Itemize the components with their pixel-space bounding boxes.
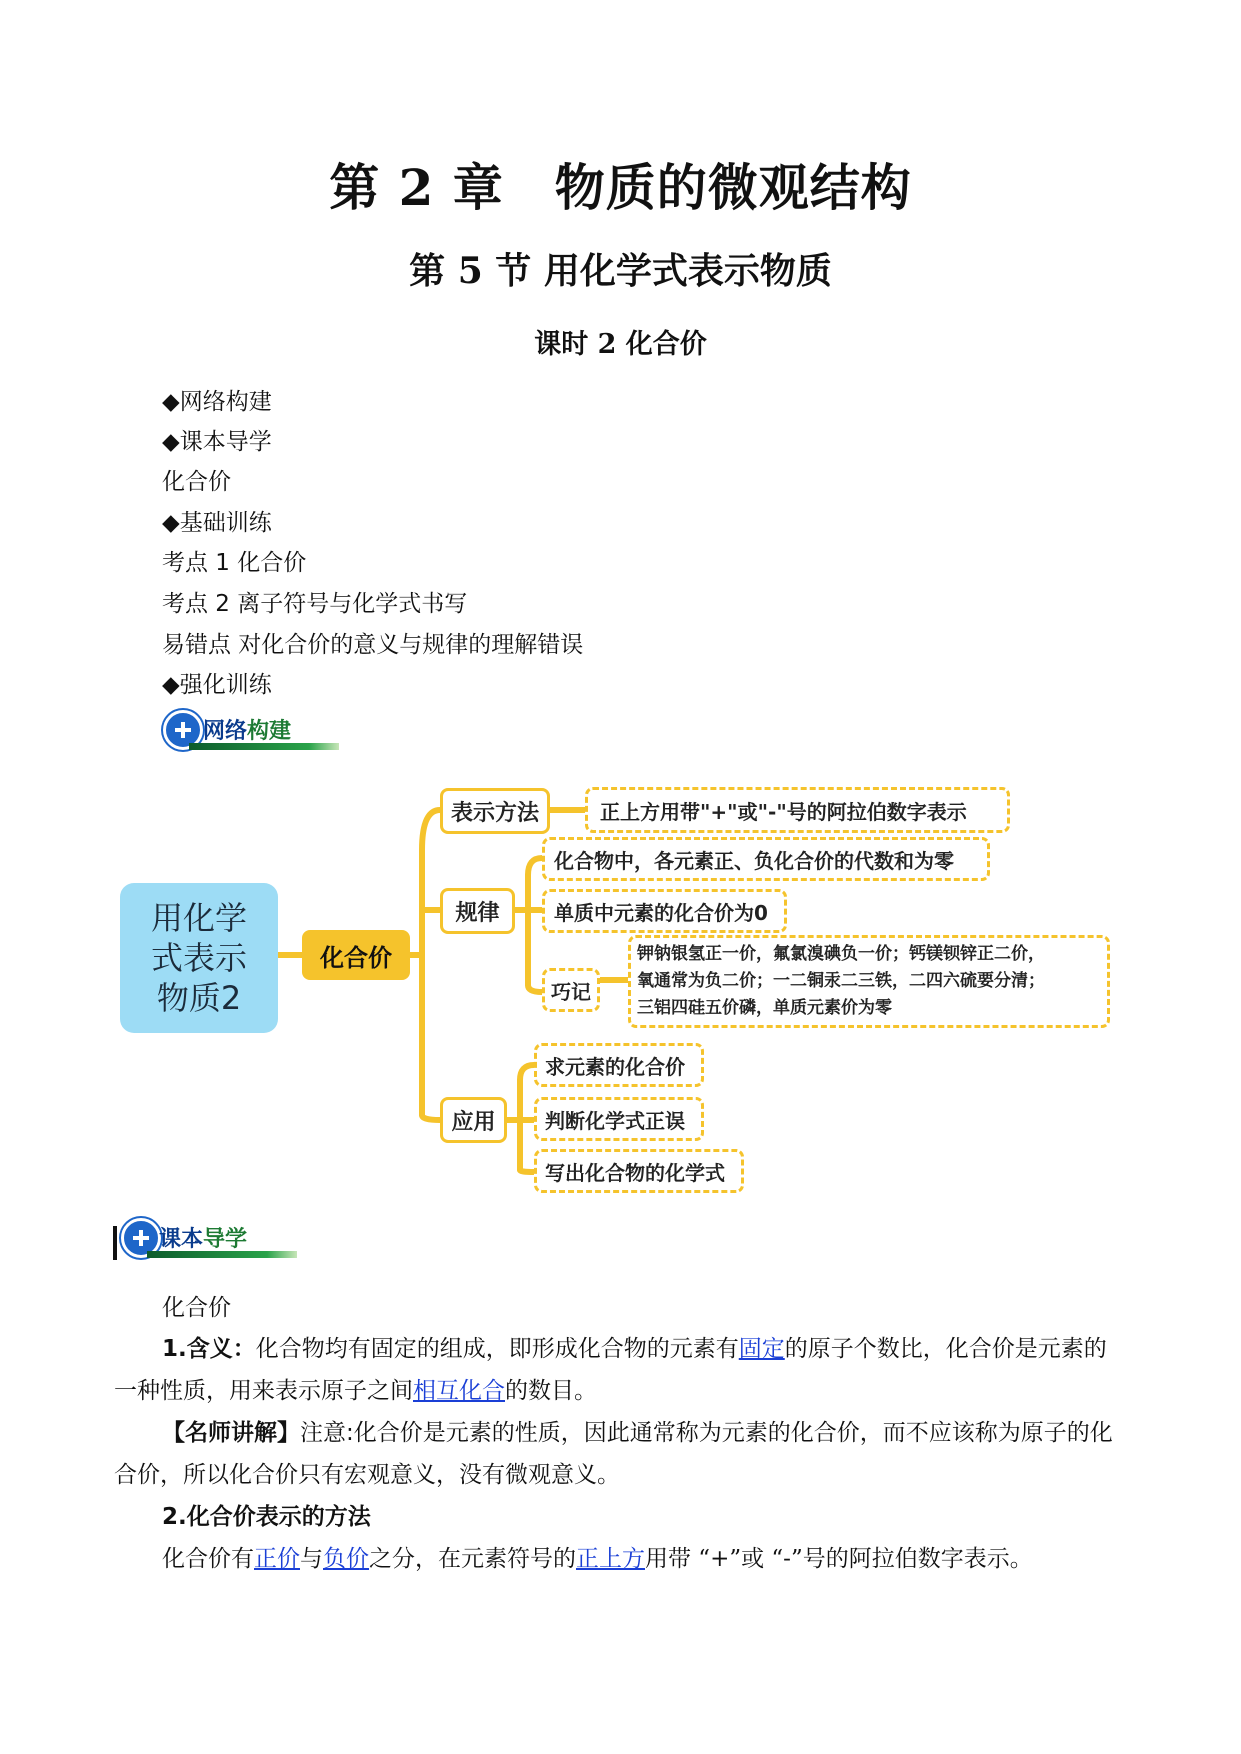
answer-blank[interactable]: 固定	[738, 1336, 785, 1362]
branch-rule: 规律	[440, 888, 515, 934]
answer-blank[interactable]: 相互化合	[413, 1378, 505, 1404]
rule-item: 单质中元素的化合价为0	[542, 889, 787, 933]
toc-item[interactable]: 易错点 对化合价的意义与规律的理解错误	[162, 632, 584, 658]
represent-detail: 正上方用带"+"或"-"号的阿拉伯数字表示	[585, 787, 1010, 833]
banner-label: 课本导学	[159, 1227, 248, 1252]
paragraph-method: 化合价有正价与负价之分，在元素符号的正上方用带 “+”或 “-”号的阿拉伯数字表示。	[162, 1546, 1033, 1572]
toc-item[interactable]: ◆基础训练	[162, 510, 272, 536]
lesson-title: 课时 2 化合价	[534, 329, 707, 360]
root-node: 用化学 式表示 物质2	[120, 883, 278, 1033]
subheading-method: 2.化合价表示的方法	[162, 1504, 371, 1530]
banner-label: 网络构建	[203, 719, 292, 744]
branch-represent: 表示方法	[440, 788, 550, 834]
paragraph-meaning: 1.含义：化合物均有固定的组成，即形成化合物的元素有固定的原子个数比，化合价是元素的一种性质，用来表示原子之间相互化合的数目。	[114, 1336, 1107, 1404]
banner-edge-mark	[113, 1226, 117, 1260]
center-node: 化合价	[302, 930, 410, 980]
mind-map	[0, 770, 1241, 1190]
answer-blank[interactable]: 负价	[323, 1546, 369, 1572]
toc-item[interactable]: ◆课本导学	[162, 429, 272, 455]
apply-item: 写出化合物的化学式	[534, 1149, 744, 1193]
toc-item[interactable]: ◆网络构建	[162, 389, 272, 415]
toc-item[interactable]: 考点 1 化合价	[162, 550, 307, 576]
section-banner-textbook	[113, 1218, 293, 1258]
branch-apply: 应用	[440, 1097, 507, 1143]
toc-item[interactable]: ◆强化训练	[162, 672, 272, 698]
answer-blank[interactable]: 正上方	[576, 1546, 645, 1572]
section-banner-network	[163, 710, 343, 750]
section-title: 第 5 节 用化学式表示物质	[409, 250, 832, 292]
apply-item: 求元素的化合价	[534, 1043, 704, 1087]
apply-item: 判断化学式正误	[534, 1097, 704, 1141]
topic-heading: 化合价	[162, 1295, 231, 1321]
toc-item[interactable]: 考点 2 离子符号与化学式书写	[162, 591, 468, 617]
answer-blank[interactable]: 正价	[254, 1546, 300, 1572]
rule-mnemonic-label: 巧记	[542, 968, 600, 1012]
mnemonic-box: 钾钠银氢正一价，氟氯溴碘负一价；钙镁钡锌正二价， 氧通常为负二价；一二铜汞二三铁，二四六硫要分清； 三铝四硅五价磷，单质元素价为零	[628, 935, 1110, 1028]
toc-item[interactable]: 化合价	[162, 469, 231, 495]
rule-item: 化合物中，各元素正、负化合价的代数和为零	[542, 837, 990, 881]
teacher-note: 【名师讲解】注意:化合价是元素的性质，因此通常称为元素的化合价，而不应该称为原子的化合价，所以化合价只有宏观意义，没有微观意义。	[114, 1420, 1113, 1488]
chapter-title: 第 2 章 物质的微观结构	[329, 158, 912, 217]
